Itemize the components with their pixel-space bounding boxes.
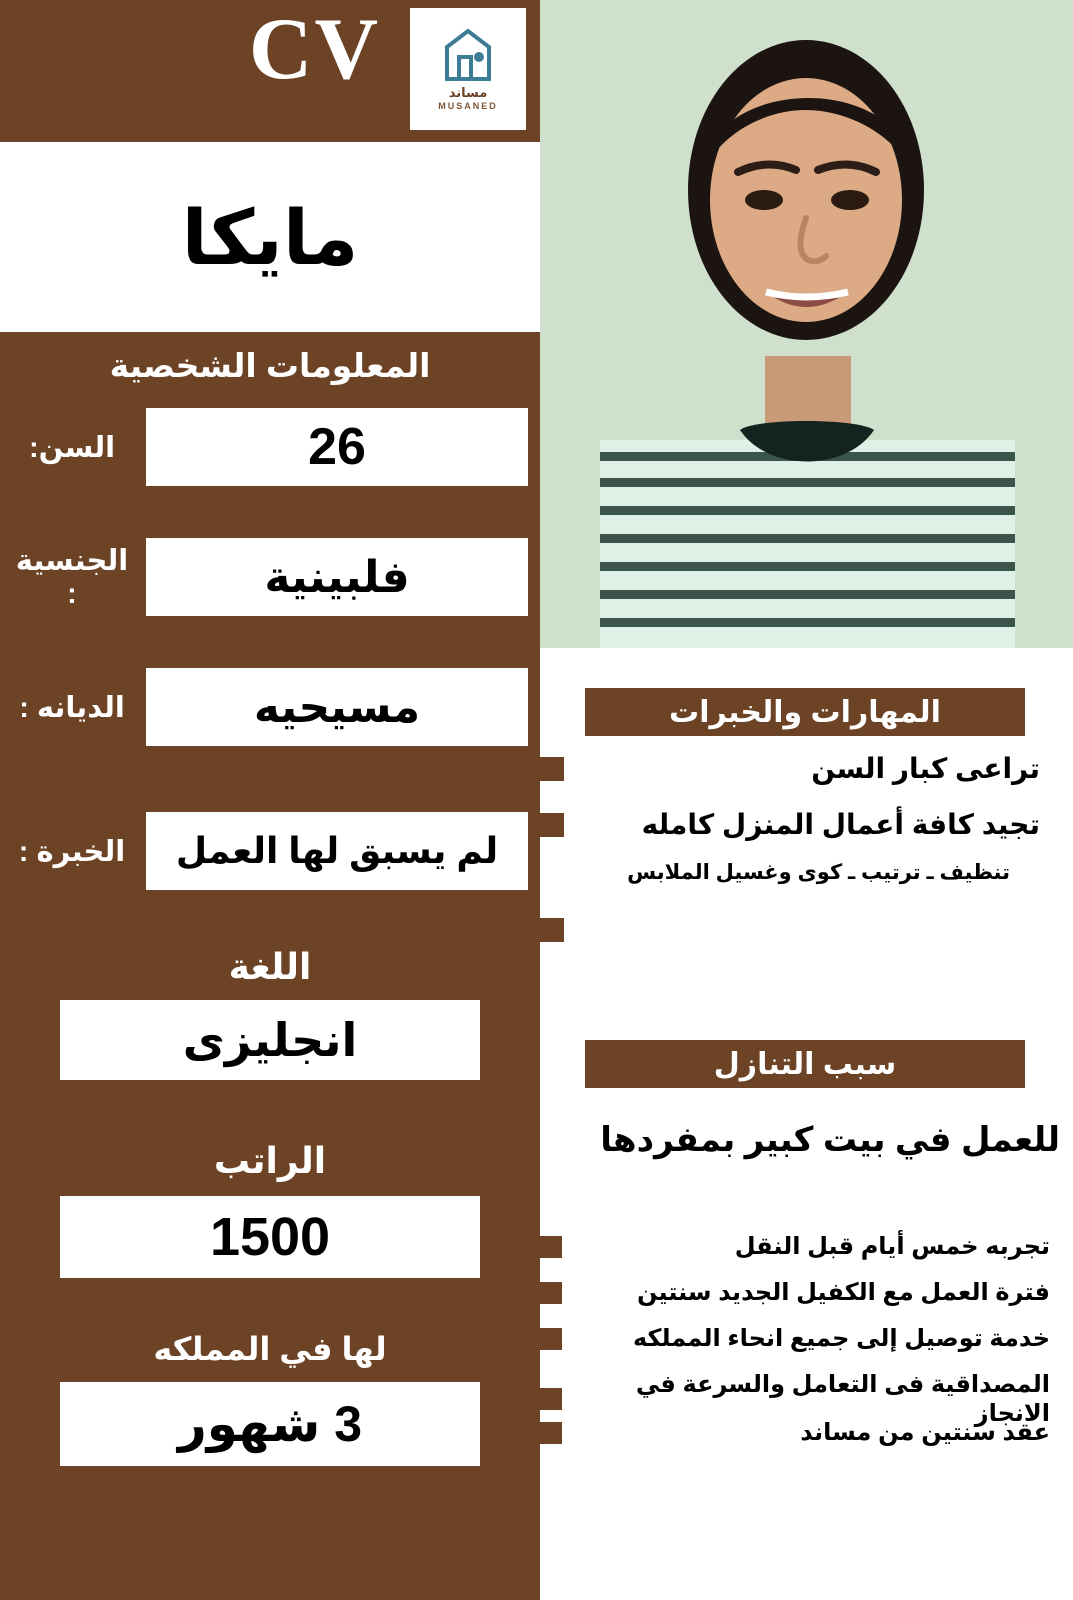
- personal-info-title: المعلومات الشخصية: [109, 347, 431, 384]
- candidate-name: مايكا: [181, 192, 359, 282]
- musaned-logo: [410, 8, 526, 130]
- bullet-square-icon: [540, 813, 564, 837]
- age-value: 26: [146, 408, 528, 486]
- nationality-value: فلبينية: [146, 538, 528, 616]
- stay-value: 3 شهور: [60, 1382, 480, 1466]
- skill-label-1: تراعى كبار السن: [811, 753, 1040, 784]
- nationality-label: الجنسية :: [15, 545, 129, 610]
- note-item-1: [540, 1232, 1050, 1261]
- language-value: انجليزى: [60, 1000, 480, 1080]
- skill-item-2: [540, 808, 1040, 841]
- salary-title: الراتب: [213, 1140, 327, 1181]
- info-row-nationality: [0, 534, 540, 620]
- note-label-1: تجربه خمس أيام قبل النقل: [734, 1233, 1050, 1260]
- cv-title: CV: [248, 1, 380, 98]
- note-item-3: [540, 1324, 1050, 1353]
- note-label-4: المصداقية فى التعامل والسرعة في الانجاز: [635, 1371, 1050, 1427]
- salary-value: 1500: [60, 1196, 480, 1278]
- logo-text-ar: مساند: [448, 85, 488, 100]
- age-label: السن:: [28, 431, 116, 464]
- cv-header: [0, 0, 540, 140]
- bullet-square-icon: [540, 757, 564, 781]
- house-logo-icon: [441, 27, 495, 83]
- skills-section-title: المهارات والخبرات: [585, 688, 1025, 736]
- info-row-experience: [0, 808, 540, 894]
- portrait-illustration: [540, 0, 1073, 648]
- skill-item-1: [540, 752, 1040, 785]
- note-item-2: [540, 1278, 1050, 1307]
- skills-note: تنظيف ـ ترتيب ـ كوى وغسيل الملابس: [627, 861, 1010, 884]
- skill-label-2: تجيد كافة أعمال المنزل كامله: [641, 809, 1040, 840]
- reason-section-title: سبب التنازل: [585, 1040, 1025, 1088]
- experience-label: الخبرة :: [18, 835, 126, 868]
- stay-title: لها في المملكه: [153, 1331, 387, 1367]
- religion-value: مسيحيه: [146, 668, 528, 746]
- info-row-age: [0, 404, 540, 490]
- reason-text: للعمل في بيت كبير بمفردها: [600, 1121, 1060, 1159]
- bullet-square-icon: [540, 1328, 562, 1350]
- experience-value: لم يسبق لها العمل: [146, 812, 528, 890]
- bullet-square-icon: [540, 1236, 562, 1258]
- note-label-2: فترة العمل مع الكفيل الجديد سنتين: [636, 1279, 1050, 1306]
- bullet-square-icon: [540, 918, 564, 942]
- left-panel: [540, 0, 1073, 1600]
- religion-label: الديانه :: [19, 691, 125, 724]
- logo-text-en: MUSANED: [438, 101, 498, 111]
- skill-item-3: [540, 918, 1040, 942]
- language-title: اللغة: [228, 946, 312, 987]
- bullet-square-icon: [540, 1422, 562, 1444]
- candidate-photo: [540, 0, 1073, 648]
- info-row-religion: [0, 664, 540, 750]
- note-label-3: خدمة توصيل إلى جميع انحاء المملكه: [632, 1325, 1050, 1352]
- name-plate: [0, 142, 540, 332]
- bullet-square-icon: [540, 1282, 562, 1304]
- note-label-5: عقد سنتين من مساند: [800, 1419, 1050, 1446]
- bullet-square-icon: [540, 1388, 562, 1410]
- note-item-5: [540, 1418, 1050, 1447]
